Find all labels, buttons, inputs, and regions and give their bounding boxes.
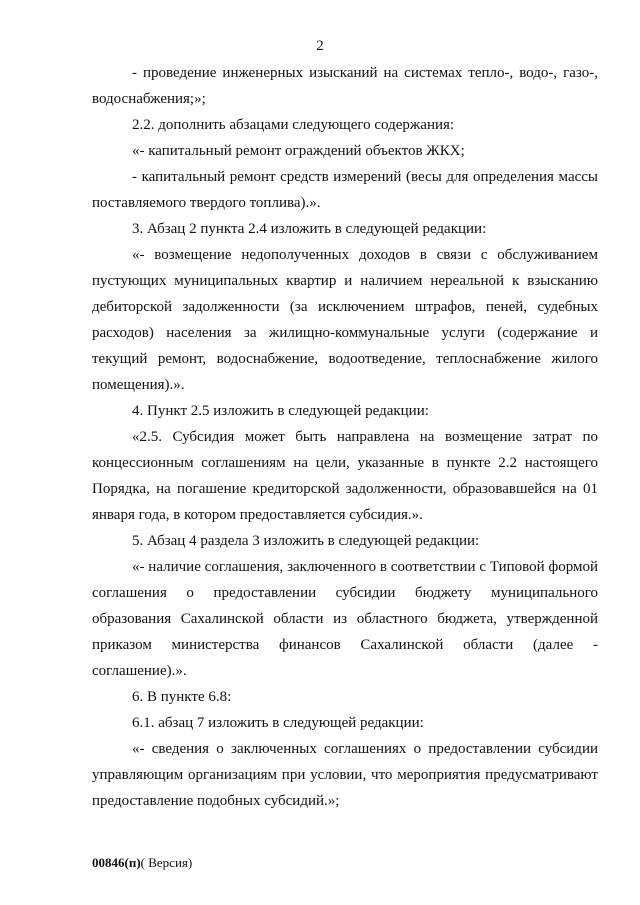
- paragraph: «- сведения о заключенных соглашениях о предоставлении субсидии управляющим организациям при условии, что мероприятия предусматривают предоставление подобных субсидий.»;: [92, 741, 598, 809]
- paragraph: «- наличие соглашения, заключенного в соответствии с Типовой формой соглашения о предоставлении субсидии бюджету муниципального образования Сахалинской области из областного бюджета, утвержденной приказом министерства финансов Сахалинской области (далее - соглашение).».: [92, 559, 598, 679]
- paragraph: «- возмещение недополученных доходов в связи с обслуживанием пустующих муниципальных квартир и наличием нереальной к взысканию дебиторской задолженности (за исключением штрафов, пеней, судебных расходов) населения за жилищно-коммунальные услуги (содержание и текущий ремонт, водоснабжение, водоотведение, теплоснабжение жилого помещения).».: [92, 247, 598, 393]
- paragraph: «2.5. Субсидия может быть направлена на возмещение затрат по концессионным соглашениям на цели, указанные в пункте 2.2 настоящего Порядка, на погашение кредиторской задолженности, образовавшейся на 01 января года, в котором предоставляется субсидия.».: [92, 429, 598, 523]
- paragraph: - капитальный ремонт средств измерений (весы для определения массы поставляемого твердого топлива).».: [92, 169, 598, 211]
- paragraph: 6. В пункте 6.8:: [132, 689, 232, 705]
- paragraph: 2.2. дополнить абзацами следующего содержания:: [132, 117, 455, 133]
- document-footer: [92, 855, 192, 871]
- paragraph: 3. Абзац 2 пункта 2.4 изложить в следующей редакции:: [132, 221, 487, 237]
- document-code: 00846(п): [92, 855, 141, 870]
- paragraph: 5. Абзац 4 раздела 3 изложить в следующей редакции:: [132, 533, 480, 549]
- paragraph: «- капитальный ремонт ограждений объектов ЖКХ;: [132, 143, 465, 159]
- document-version: ( Версия): [140, 855, 193, 870]
- paragraph: 4. Пункт 2.5 изложить в следующей редакции:: [132, 403, 429, 419]
- page-number: 2: [316, 38, 324, 54]
- paragraph: - проведение инженерных изысканий на системах тепло-, водо-, газо-, водоснабжения;»;: [92, 65, 598, 107]
- paragraph: 6.1. абзац 7 изложить в следующей редакции:: [132, 715, 424, 731]
- document-body: [92, 60, 598, 814]
